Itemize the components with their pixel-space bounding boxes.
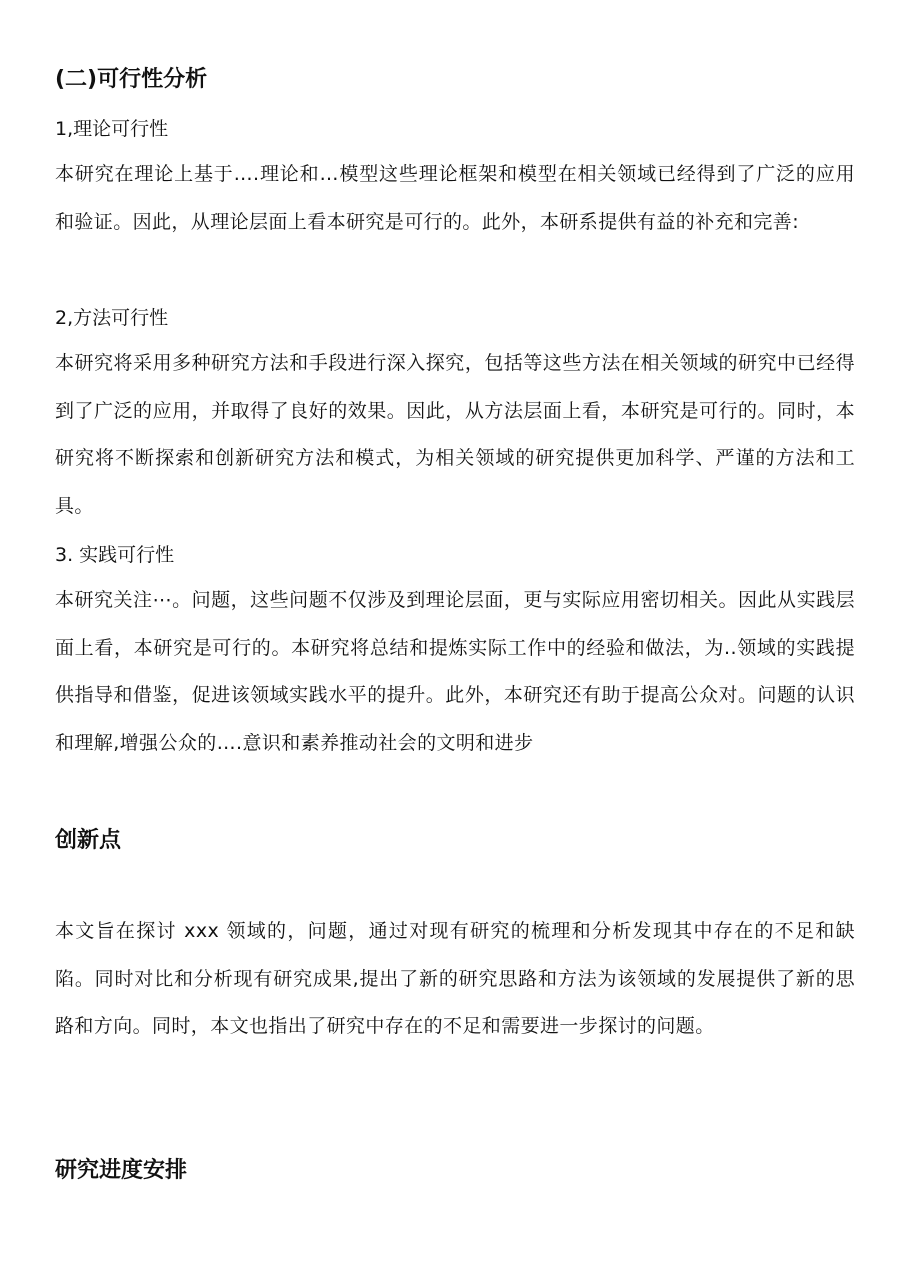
subsection-heading-theory: 1,理论可行性 (55, 118, 169, 140)
paragraph-method: 本研究将采用多种研究方法和手段进行深入探究，包括等这些方法在相关领域的研究中已经得到了广泛的应用，并取得了良好的效果。因此，从方法层面上看，本研究是可行的。同时，本研究将不断探索和创新研究方法和模式，为相关领域的研究提供更加科学、严谨的方法和工具。 (55, 352, 855, 517)
paragraph-theory: 本研究在理论上基于….理论和…模型这些理论框架和模型在相关领域已经得到了广泛的应用和验证。因此，从理论层面上看本研究是可行的。此外，本研系提供有益的补充和完善: (55, 163, 855, 233)
section-title-feasibility: (二)可行性分析 (55, 67, 208, 92)
section-title-innovation: 创新点 (55, 828, 122, 853)
paragraph-practice: 本研究关注⋯。问题，这些问题不仅涉及到理论层面，更与实际应用密切相关。因此从实践层面上看，本研究是可行的。本研究将总结和提炼实际工作中的经验和做法，为..领域的实践提供指导和借鉴，促进该领域实践水平的提升。此外，本研究还有助于提高公众对。问题的认识和理解,增强公众的….意识和素养推动社会的文明和进步 (55, 589, 855, 754)
paragraph-innovation: 本文旨在探讨 xxx 领域的，问题，通过对现有研究的梳理和分析发现其中存在的不足和缺陷。同时对比和分析现有研究成果,提出了新的研究思路和方法为该领域的发展提供了新的思路和方向。同时，本文也指出了研究中存在的不足和需要进一步探讨的问题。 (55, 920, 855, 1037)
subsection-heading-method: 2,方法可行性 (55, 307, 169, 329)
section-title-schedule: 研究进度安排 (55, 1158, 188, 1183)
subsection-heading-practice: 3. 实践可行性 (55, 544, 175, 566)
